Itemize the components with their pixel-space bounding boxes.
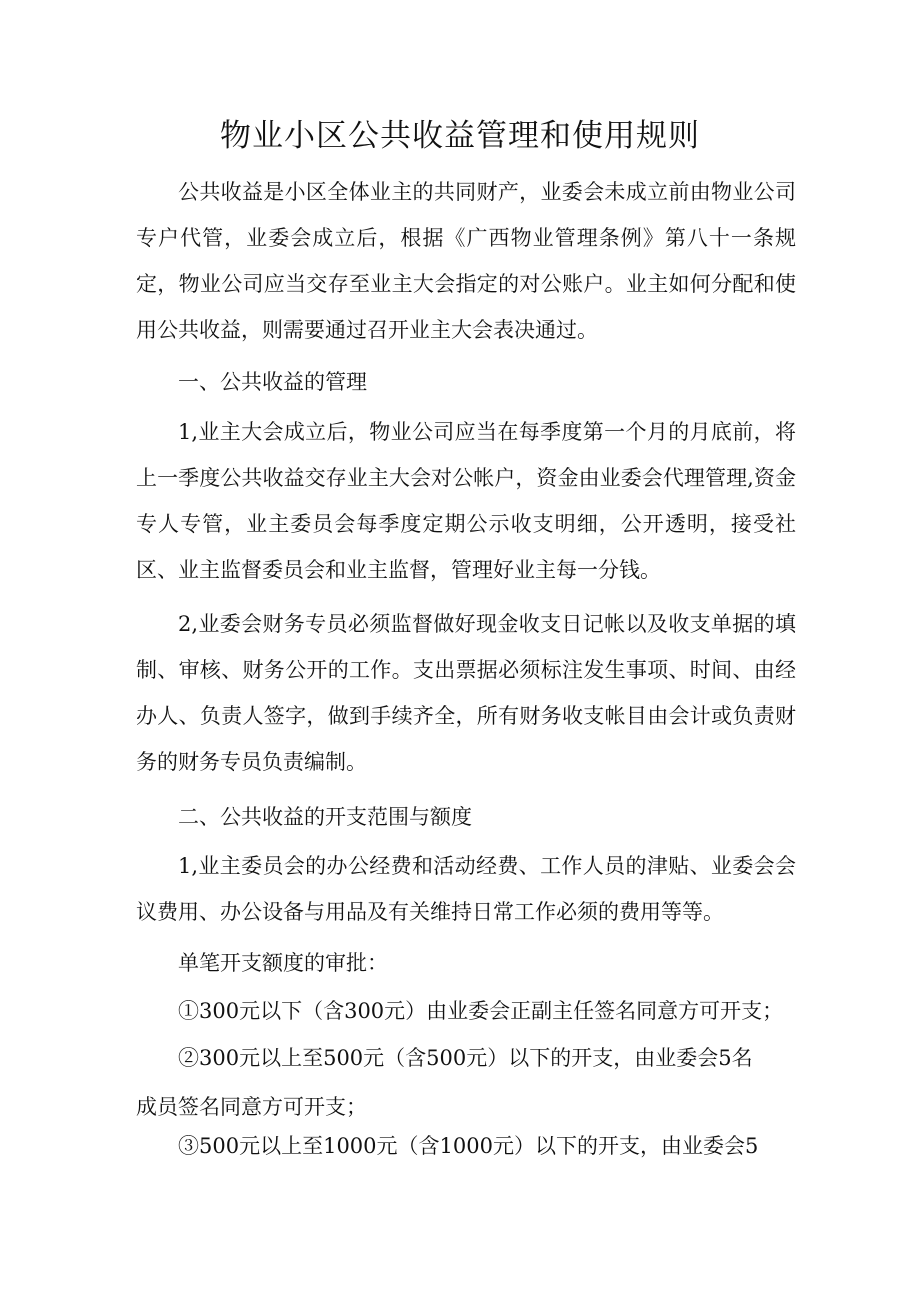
section-1-heading: 一、公共收益的管理 xyxy=(178,370,367,394)
document-title: 物业小区公共收益管理和使用规则 xyxy=(220,118,700,154)
approval-item-3: ③500元以上至1000元（含1000元）以下的开支，由业委会5 xyxy=(178,1134,759,1158)
approval-heading: 单笔开支额度的审批： xyxy=(178,951,388,975)
section-1-item-1: 1,业主大会成立后，物业公司应当在每季度第一个月的月底前，将上一季度公共收益交存业主大会对公帐户，资金由业委会代理管理,资金专人专管，业主委员会每季度定期公示收支明细，公开透明，接受社区、业主监督委员会和业主监督，管理好业主每一分钱。 xyxy=(136,420,796,582)
section-2-item-1: 1,业主委员会的办公经费和活动经费、工作人员的津贴、业委会会议费用、办公设备与用品及有关维持日常工作必须的费用等等。 xyxy=(136,854,796,924)
approval-item-1: ①300元以下（含300元）由业委会正副主任签名同意方可开支； xyxy=(178,999,784,1023)
approval-item-2-line-1: ②300元以上至500元（含500元）以下的开支，由业委会5名 xyxy=(178,1046,753,1070)
section-1-item-2: 2,业委会财务专员必须监督做好现金收支日记帐以及收支单据的填制、审核、财务公开的工作。支出票据必须标注发生事项、时间、由经办人、负责人签字，做到手续齐全，所有财务收支帐目由会计或负责财务的财务专员负责编制。 xyxy=(136,612,796,774)
intro-paragraph: 公共收益是小区全体业主的共同财产，业委会未成立前由物业公司专户代管，业委会成立后，根据《广西物业管理条例》第八十一条规定，物业公司应当交存至业主大会指定的对公账户。业主如何分配和使用公共收益，则需要通过召开业主大会表决通过。 xyxy=(136,180,796,342)
approval-item-2-line-2: 成员签名同意方可开支； xyxy=(136,1095,367,1119)
section-2-heading: 二、公共收益的开支范围与额度 xyxy=(178,805,472,829)
